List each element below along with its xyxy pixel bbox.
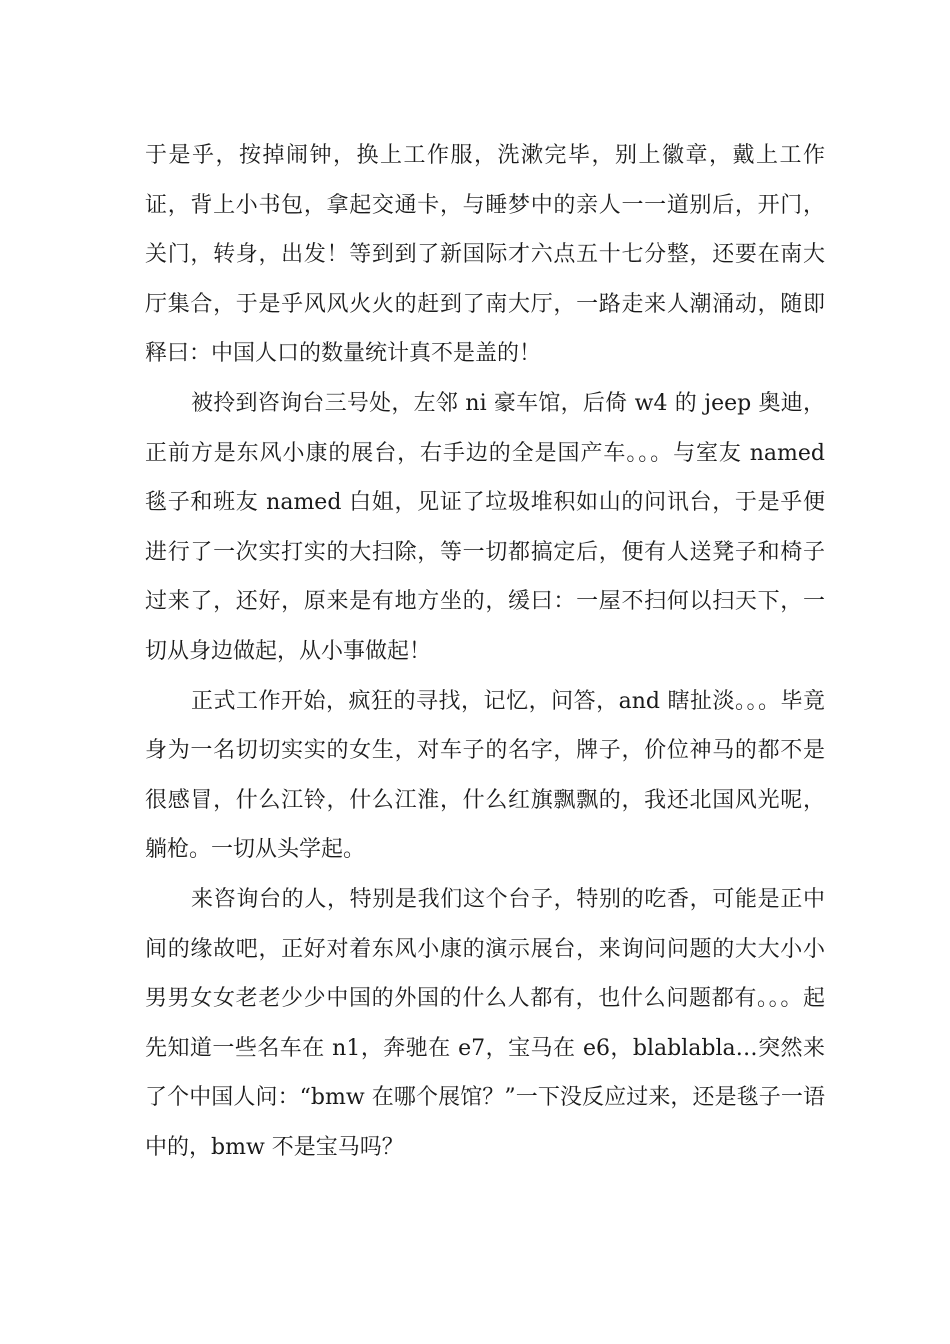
paragraph-4: 来咨询台的人，特别是我们这个台子，特别的吃香，可能是正中间的缘故吧，正好对着东风小康的演示展台，来询问问题的大大小小男男女女老老少少中国的外国的什么人都有，也什么问题都有。。。起先知道一些名车在 n1，奔驰在 e7，宝马在 e6，blablabla…突然来了个中国人问：“bmw 在哪个展馆？”一下没反应过来，还是毯子一语中的，bmw 不是宝马吗？	[145, 886, 825, 1160]
paragraph-3: 正式工作开始，疯狂的寻找，记忆，问答，and 瞎扯淡。。。毕竟身为一名切切实实的女生，对车子的名字，牌子，价位神马的都不是很感冒，什么江铃，什么江淮，什么红旗飘飘的，我还北国风光呢，躺枪。一切从头学起。	[145, 688, 825, 863]
paragraph-1: 于是乎，按掉闹钟，换上工作服，洗漱完毕，别上徽章，戴上工作证，背上小书包，拿起交通卡，与睡梦中的亲人一一道别后，开门，关门，转身，出发！等到到了新国际才六点五十七分整，还要在南大厅集合，于是乎风风火火的赶到了南大厅，一路走来人潮涌动，随即释曰：中国人口的数量统计真不是盖的！	[145, 143, 825, 367]
document-body	[145, 131, 825, 1172]
paragraph-2: 被拎到咨询台三号处，左邻 ni 豪车馆，后倚 w4 的 jeep 奥迪，正前方是东风小康的展台，右手边的全是国产车。。。与室友 named 毯子和班友 named 白姐，见证了垃圾堆积如山的问讯台，于是乎便进行了一次实打实的大扫除，等一切都搞定后，便有人送凳子和椅子过来了，还好，原来是有地方坐的，缓曰：一屋不扫何以扫天下，一切从身边做起，从小事做起！	[145, 390, 825, 664]
